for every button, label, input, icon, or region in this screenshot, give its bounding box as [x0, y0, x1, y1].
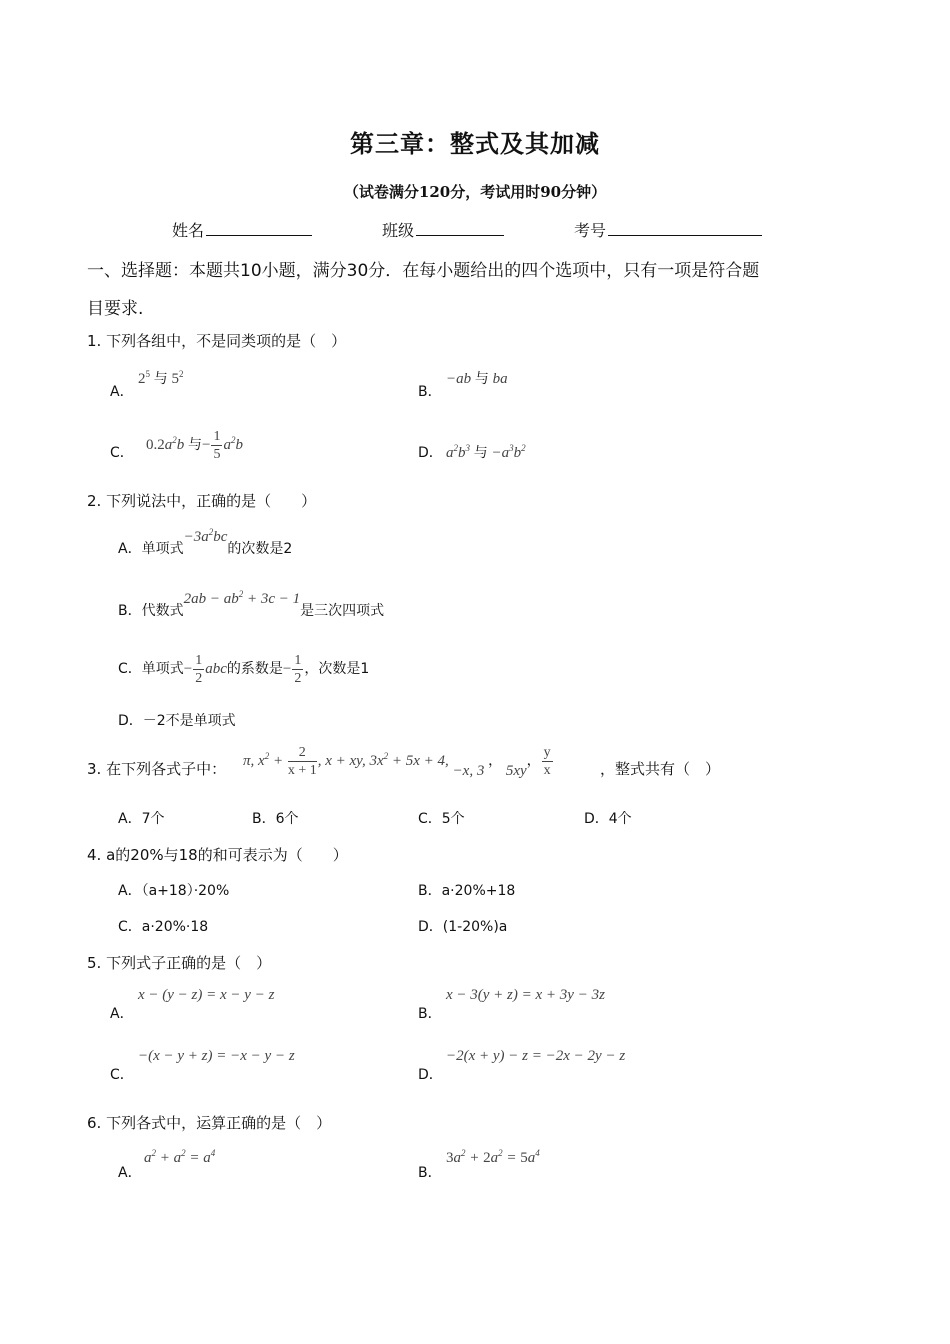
- name-label: 姓名: [172, 221, 205, 240]
- q1-option-c-label[interactable]: C．: [110, 445, 134, 461]
- q2-option-a-pre: A．单项式: [118, 541, 184, 557]
- q1-option-d-expr: $a^2b^3$ 与 $-a^3b^2$: [446, 443, 526, 461]
- q5-option-b-label[interactable]: B．: [418, 1006, 442, 1022]
- q3-expressions: π, $x^2$ + $\frac{2}{x + 1}$ , x + xy, $3x^2 + 5x + 4$, −x, 3 ， 5xy， $\frac{y}{x}$: [243, 745, 551, 779]
- q4-option-b[interactable]: B．a·20%+18: [418, 883, 516, 899]
- q2-option-b-post: 是三次四项式: [300, 603, 385, 619]
- q3-option-b[interactable]: B．6个: [252, 811, 299, 827]
- q6-option-b-label[interactable]: B．: [418, 1165, 442, 1181]
- q2-option-a-post: 的次数是2: [227, 541, 293, 557]
- q3-stem-tail: ，整式共有（ ）: [600, 760, 721, 778]
- q4-option-a[interactable]: A．（a+18）·20%: [118, 883, 230, 899]
- q2-option-b[interactable]: [118, 589, 385, 620]
- q2-option-c-expr: − $\frac{1}{2}$ abc: [183, 653, 227, 687]
- q5-option-c-label[interactable]: C．: [110, 1067, 134, 1083]
- class-label: 班级: [382, 221, 415, 240]
- question-3-stem: 3. 在下列各式子中：: [87, 760, 227, 778]
- q1-option-d-label[interactable]: D．: [418, 445, 443, 461]
- name-field[interactable]: [172, 218, 312, 241]
- name-blank[interactable]: [206, 219, 312, 236]
- question-2-stem: 2. 下列说法中，正确的是（ ）: [87, 492, 317, 510]
- q2-option-a[interactable]: [118, 527, 293, 558]
- q3-option-d[interactable]: D．4个: [584, 811, 632, 827]
- q5-option-d-label[interactable]: D．: [418, 1067, 443, 1083]
- q4-option-d[interactable]: D．(1-20%)a: [418, 919, 508, 935]
- question-5-stem: 5. 下列式子正确的是（ ）: [87, 954, 272, 972]
- q2-option-c-mid: 的系数是: [226, 661, 283, 677]
- class-blank[interactable]: [416, 219, 504, 236]
- q5-option-a-expr: x − (y − z) = x − y − z: [138, 987, 275, 1003]
- page-title: 第三章：整式及其加减: [350, 130, 600, 158]
- q3-option-a[interactable]: A．7个: [118, 811, 165, 827]
- class-field[interactable]: [382, 218, 504, 241]
- q5-option-d-expr: −2(x + y) − z = −2x − 2y − z: [446, 1048, 626, 1064]
- question-4-stem: 4. a的20%与18的和可表示为（ ）: [87, 846, 348, 864]
- q1-option-c-expr: $0.2a^2b$ 与− $\frac{1}{5}$ $a^2b$: [146, 429, 243, 462]
- q6-option-a-label[interactable]: A．: [118, 1165, 142, 1181]
- q2-option-c[interactable]: [118, 646, 369, 692]
- exam-info: （试卷满分120分，考试用时90分钟）: [343, 183, 607, 201]
- q5-option-c-expr: −(x − y + z) = −x − y − z: [138, 1048, 295, 1064]
- q1-option-b-label[interactable]: B．: [418, 384, 442, 400]
- q1-option-a-expr: $2^5$ 与 $5^2$: [138, 369, 184, 387]
- q1-option-b-expr: −ab 与 ba: [446, 371, 508, 387]
- question-1-stem: 1. 下列各组中，不是同类项的是（ ）: [87, 332, 347, 350]
- q4-option-c[interactable]: C．a·20%·18: [118, 919, 209, 935]
- q2-option-b-pre: B．代数式: [118, 603, 184, 619]
- section-heading: 一、选择题：本题共10小题，满分30分．在每小题给出的四个选项中，只有一项是符合题: [87, 261, 760, 281]
- q2-option-c-post: ，次数是1: [304, 661, 370, 677]
- q2-option-b-expr: $2ab - ab^2 + 3c - 1$: [183, 589, 301, 607]
- question-6-stem: 6. 下列各式中，运算正确的是（ ）: [87, 1114, 332, 1132]
- q2-option-a-expr: $-3a^2bc$: [183, 527, 228, 545]
- q5-option-a-label[interactable]: A．: [110, 1006, 134, 1022]
- q3-option-c[interactable]: C．5个: [418, 811, 465, 827]
- q5-option-b-expr: x − 3(y + z) = x + 3y − 3z: [446, 987, 605, 1003]
- q1-option-a-label[interactable]: A．: [110, 384, 134, 400]
- q2-option-c-coef: − $\frac{1}{2}$: [282, 653, 302, 687]
- section-heading-cont: 目要求.: [87, 299, 144, 319]
- number-field[interactable]: [574, 218, 762, 241]
- number-label: 考号: [574, 221, 607, 240]
- q2-option-d[interactable]: D．－2不是单项式: [118, 713, 236, 729]
- q6-option-a-expr: $a^2 + a^2 = a^4$: [144, 1148, 216, 1166]
- q2-option-c-pre: C．单项式: [118, 661, 184, 677]
- number-blank[interactable]: [608, 219, 762, 236]
- q6-option-b-expr: $3a^2 + 2a^2 = 5a^4$: [446, 1148, 540, 1166]
